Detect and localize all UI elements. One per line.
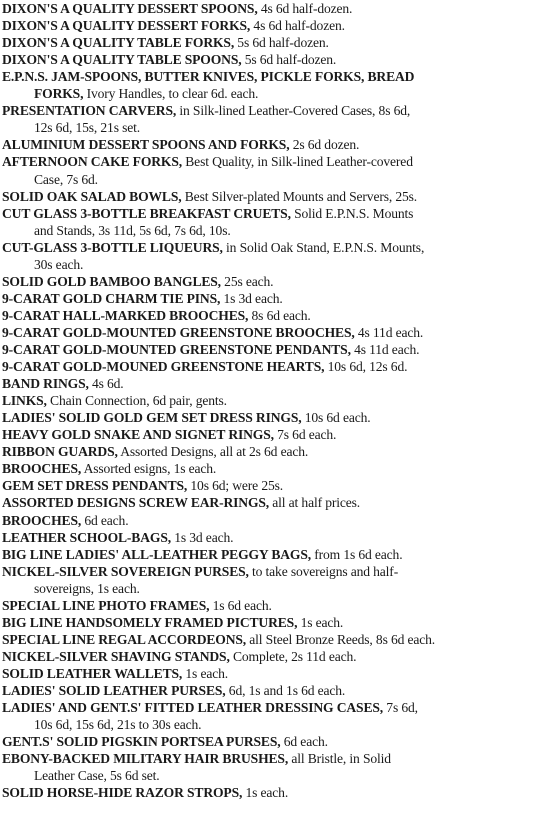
item-name: DIXON'S A QUALITY TABLE SPOONS,	[2, 52, 242, 68]
item-details: 1s 6d each.	[209, 597, 272, 613]
item-name: BROOCHES,	[2, 512, 82, 528]
listing-line	[2, 547, 538, 563]
item-details: 1s each.	[297, 614, 344, 630]
item-name: HEAVY GOLD SNAKE AND SIGNET RINGS,	[2, 427, 274, 443]
item-name: LEATHER SCHOOL-BAGS,	[2, 529, 171, 545]
listing-line	[2, 751, 538, 767]
listing-continuation-line	[34, 86, 538, 102]
listing-line	[2, 69, 538, 85]
item-name: EBONY-BACKED MILITARY HAIR BRUSHES,	[2, 751, 289, 767]
item-details: and Stands, 3s 11d, 5s 6d, 7s 6d, 10s.	[34, 222, 231, 238]
listing-continuation-line	[34, 581, 538, 597]
item-details: 1s each.	[182, 665, 228, 681]
listing-line	[2, 393, 538, 409]
listing-continuation-line	[34, 120, 538, 136]
item-details: Solid E.P.N.S. Mounts	[290, 205, 414, 221]
listing-line	[2, 427, 538, 443]
item-details: 4s 11d each.	[350, 342, 420, 357]
listing-line	[2, 103, 538, 119]
listing-line	[2, 666, 538, 682]
item-name: GENT.S' SOLID PIGSKIN PORTSEA PURSES,	[2, 734, 281, 750]
listing-continuation-line	[34, 172, 538, 188]
item-details: 5s 6d half-dozen.	[234, 35, 329, 51]
item-details: 25s each.	[220, 273, 274, 289]
item-details: in Solid Oak Stand, E.P.N.S. Mounts,	[222, 239, 425, 255]
item-name: ASSORTED DESIGNS SCREW EAR-RINGS,	[2, 495, 270, 511]
listing-line	[2, 1, 538, 17]
listing-line	[2, 154, 538, 170]
listing-line	[2, 359, 538, 375]
listing-line	[2, 649, 538, 665]
item-name: SOLID LEATHER WALLETS,	[2, 665, 183, 681]
listing-line	[2, 734, 538, 750]
listing-line	[2, 291, 538, 307]
item-name: CUT-GLASS 3-BOTTLE LIQUEURS,	[2, 239, 223, 255]
listing-line	[2, 325, 538, 341]
item-details: Complete, 2s 11d each.	[229, 648, 357, 664]
item-name: DIXON'S A QUALITY DESSERT FORKS,	[2, 18, 251, 34]
item-name: E.P.N.S. JAM-SPOONS, BUTTER KNIVES, PICKLE FORKS, BREAD	[2, 69, 415, 85]
item-details: 4s 6d half-dozen.	[250, 18, 345, 34]
item-name: LADIES' SOLID GOLD GEM SET DRESS RINGS,	[2, 410, 302, 426]
listing-line	[2, 376, 538, 392]
item-details: 1s 3d each.	[170, 529, 234, 545]
listing-line	[2, 189, 538, 205]
item-name: LADIES' AND GENT.S' FITTED LEATHER DRESSING CASES,	[2, 700, 384, 716]
listing-line	[2, 342, 538, 358]
item-details: Chain Connection, 6d pair, gents.	[46, 393, 227, 409]
item-name: DIXON'S A QUALITY DESSERT SPOONS,	[2, 1, 258, 16]
listing-line	[2, 308, 538, 324]
item-details: Assorted esigns, 1s each.	[81, 461, 217, 477]
listing-line	[2, 274, 538, 290]
item-details: Best Quality, in Silk-lined Leather-covered	[182, 154, 413, 170]
listing-line	[2, 444, 538, 460]
listing-continuation-line	[34, 223, 538, 239]
item-details: all Steel Bronze Reeds, 8s 6d each.	[246, 631, 436, 647]
listing-line	[2, 785, 538, 801]
item-name: SPECIAL LINE REGAL ACCORDEONS,	[2, 631, 247, 647]
item-name: 9-CARAT GOLD CHARM TIE PINS,	[2, 290, 221, 306]
item-name: ALUMINIUM DESSERT SPOONS AND FORKS,	[2, 137, 290, 153]
listing-line	[2, 598, 538, 614]
listing-continuation-line	[34, 257, 538, 273]
item-details: 4s 6d half-dozen.	[257, 1, 353, 16]
item-details: 5s 6d half-dozen.	[241, 52, 337, 68]
item-name: BIG LINE HANDSOMELY FRAMED PICTURES,	[2, 614, 298, 630]
item-details: 30s each.	[34, 256, 84, 272]
item-details: Ivory Handles, to clear 6d. each.	[83, 86, 259, 102]
item-name: 9-CARAT HALL-MARKED BROOCHES,	[2, 307, 249, 323]
listing-line	[2, 513, 538, 529]
item-name: BIG LINE LADIES' ALL-LEATHER PEGGY BAGS,	[2, 546, 311, 562]
item-details: 10s 6d; were 25s.	[187, 478, 283, 494]
item-name: LADIES' SOLID LEATHER PURSES,	[2, 683, 226, 698]
listing-line	[2, 206, 538, 222]
item-name: PRESENTATION CARVERS,	[2, 103, 177, 119]
item-name: NICKEL-SILVER SHAVING STANDS,	[2, 648, 230, 664]
item-details: 4s 11d each.	[354, 324, 424, 340]
item-details: 7s 6d each.	[273, 427, 337, 443]
item-name: SOLID HORSE-HIDE RAZOR STROPS,	[2, 785, 243, 801]
listing-continuation-line	[34, 717, 538, 733]
item-name: GEM SET DRESS PENDANTS,	[2, 478, 188, 494]
item-name: LINKS,	[2, 393, 47, 409]
item-name: BROOCHES,	[2, 461, 82, 477]
item-name: RIBBON GUARDS,	[2, 444, 118, 460]
listing-line	[2, 564, 538, 580]
item-details: 6d each.	[81, 512, 129, 528]
listing-line	[2, 478, 538, 494]
listing-line	[2, 615, 538, 631]
item-details: Assorted Designs, all at 2s 6d each.	[117, 444, 309, 460]
item-name: BAND RINGS,	[2, 376, 89, 392]
item-details: 1s 3d each.	[220, 290, 283, 306]
item-name: 9-CARAT GOLD-MOUNED GREENSTONE HEARTS,	[2, 359, 325, 375]
item-details: 7s 6d,	[383, 700, 418, 716]
item-details: 4s 6d.	[88, 376, 124, 392]
listing-line	[2, 52, 538, 68]
item-name: 9-CARAT GOLD-MOUNTED GREENSTONE PENDANTS,	[2, 342, 351, 357]
listing-line	[2, 461, 538, 477]
item-details: Case, 7s 6d.	[34, 171, 98, 187]
listing-line	[2, 632, 538, 648]
listing-line	[2, 410, 538, 426]
listing-line	[2, 137, 538, 153]
item-details: 12s 6d, 15s, 21s set.	[34, 120, 140, 136]
item-details: from 1s 6d each.	[311, 546, 403, 562]
listing-line	[2, 495, 538, 511]
item-details: 1s each.	[242, 785, 289, 801]
item-details: all at half prices.	[269, 495, 361, 511]
item-name: FORKS,	[34, 86, 84, 102]
item-details: 10s 6d, 12s 6d.	[324, 359, 408, 375]
listing-line	[2, 35, 538, 51]
listing-line	[2, 700, 538, 716]
item-details: 6d each.	[280, 734, 328, 750]
listing-line	[2, 530, 538, 546]
item-details: 2s 6d dozen.	[289, 137, 360, 153]
item-name: SPECIAL LINE PHOTO FRAMES,	[2, 597, 210, 613]
item-details: to take sovereigns and half-	[248, 563, 399, 579]
item-name: SOLID OAK SALAD BOWLS,	[2, 188, 182, 204]
item-details: Best Silver-plated Mounts and Servers, 25s.	[181, 188, 418, 204]
item-name: 9-CARAT GOLD-MOUNTED GREENSTONE BROOCHES,	[2, 324, 355, 340]
item-name: DIXON'S A QUALITY TABLE FORKS,	[2, 35, 235, 51]
item-details: in Silk-lined Leather-Covered Cases, 8s 6d,	[176, 103, 411, 119]
item-details: Leather Case, 5s 6d set.	[34, 768, 160, 784]
item-name: CUT GLASS 3-BOTTLE BREAKFAST CRUETS,	[2, 205, 291, 221]
item-details: sovereigns, 1s each.	[34, 580, 140, 596]
item-details: 10s 6d each.	[301, 410, 371, 426]
item-name: SOLID GOLD BAMBOO BANGLES,	[2, 273, 221, 289]
item-name: AFTERNOON CAKE FORKS,	[2, 154, 183, 170]
listing-continuation-line	[34, 768, 538, 784]
item-details: 10s 6d, 15s 6d, 21s to 30s each.	[34, 717, 202, 733]
listing-line	[2, 18, 538, 34]
listing-line	[2, 683, 538, 699]
item-details: all Bristle, in Solid	[288, 751, 391, 767]
listing-line	[2, 240, 538, 256]
item-name: NICKEL-SILVER SOVEREIGN PURSES,	[2, 563, 249, 579]
item-details: 6d, 1s and 1s 6d each.	[225, 683, 346, 698]
item-details: 8s 6d each.	[248, 307, 311, 323]
